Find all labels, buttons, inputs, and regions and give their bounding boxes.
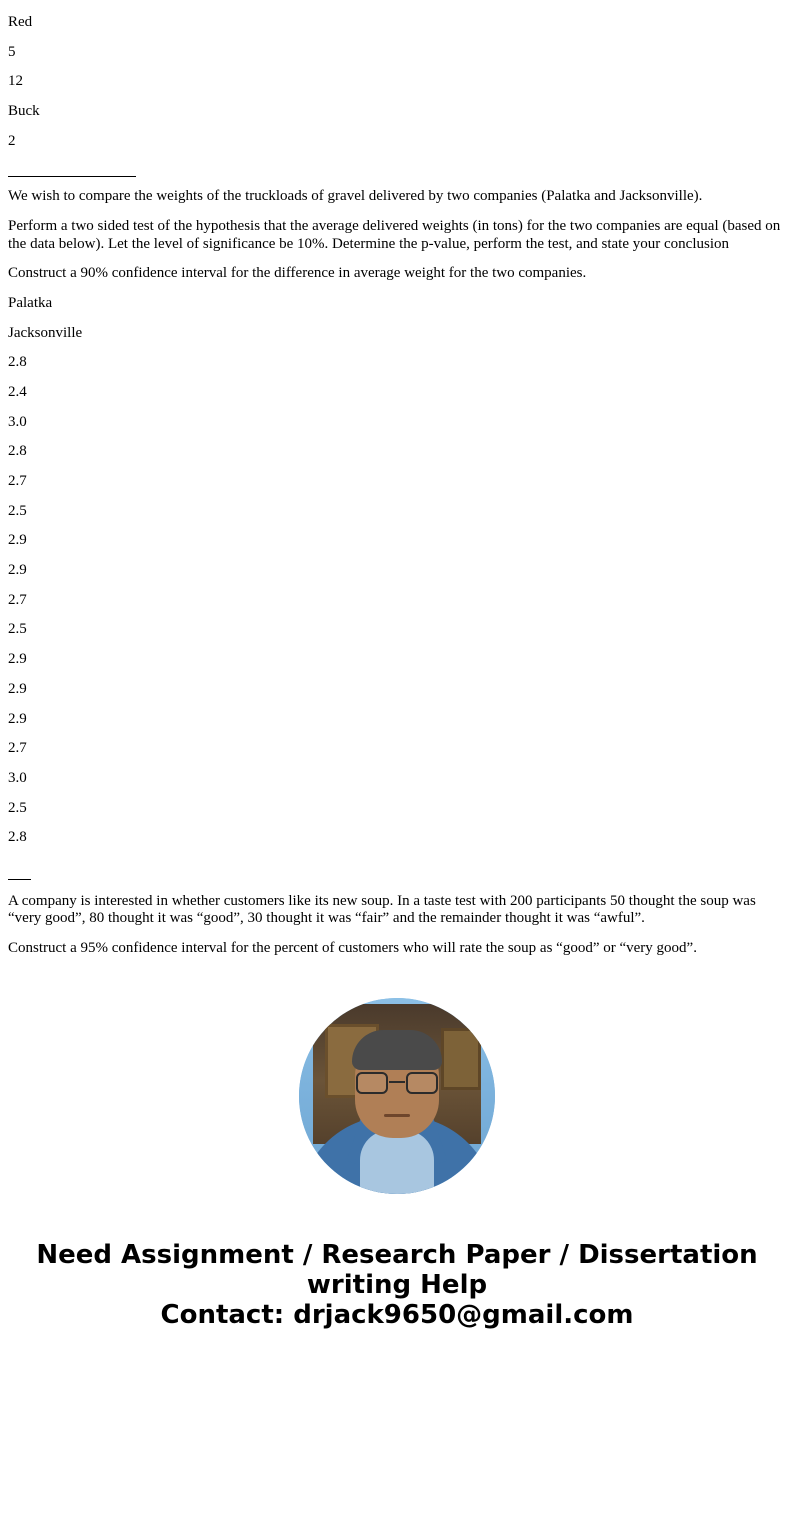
list-item: 2.9 <box>8 532 27 549</box>
list-item: 2.9 <box>8 710 27 727</box>
avatar-container <box>8 964 786 1200</box>
problem1-intro: We wish to compare the weights of the truckloads of gravel delivered by two companies (Palatka and Jacksonville). <box>8 188 703 205</box>
list-item: 2.7 <box>8 591 27 608</box>
avatar <box>299 998 495 1194</box>
avatar-shirt <box>360 1130 434 1194</box>
glasses-icon <box>356 1072 438 1094</box>
avatar-hair <box>352 1030 442 1070</box>
list-item: 2.5 <box>8 799 27 816</box>
list-item: 2.8 <box>8 829 27 846</box>
avatar-picture-frame-secondary <box>441 1028 481 1090</box>
list-item: 5 <box>8 43 16 60</box>
list-item: 2.8 <box>8 443 27 460</box>
list-item: 2.9 <box>8 562 27 579</box>
top-answer-list <box>8 8 786 156</box>
avatar-mouth <box>384 1114 410 1117</box>
list-item: 3.0 <box>8 769 27 786</box>
list-item: 3.0 <box>8 413 27 430</box>
list-item: 2.7 <box>8 473 27 489</box>
list-item: 2.5 <box>8 621 27 638</box>
problem2-ci-instruction: Construct a 95% confidence interval for the percent of customers who will rate the soup as “good” or “very good”. <box>8 940 697 956</box>
section-divider-short <box>8 853 786 887</box>
gravel-weight-values <box>8 348 786 853</box>
list-item: Buck <box>8 103 40 120</box>
problem1-instruction: Perform a two sided test of the hypothesis that the average delivered weights (in tons) for the two companies are equal (based on the data below). Let the level of significance be 10%. Determine the p-value, perform the test, and state your conclusion <box>8 217 781 252</box>
problem2-intro: A company is interested in whether customers like its new soup. In a taste test with 200 participants 50 thought the soup was “very good”, 80 thought it was “good”, 30 thought it was “fair” and the remainder thought it was “awful”. <box>8 892 756 927</box>
list-item: Red <box>8 14 33 30</box>
list-item: 2.9 <box>8 680 27 697</box>
list-item: 2.5 <box>8 502 27 519</box>
list-item: 2.8 <box>8 354 27 371</box>
promo-line-2: Contact: drjack9650@gmail.com <box>160 1300 634 1330</box>
problem1-ci-instruction: Construct a 90% confidence interval for the difference in average weight for the two companies. <box>8 265 587 282</box>
list-item: 2.4 <box>8 383 27 400</box>
promo-line-1: Need Assignment / Research Paper / Dissertation writing Help <box>36 1239 758 1300</box>
list-item: 2.9 <box>8 651 27 668</box>
section-divider-long <box>8 156 786 182</box>
list-item: 2 <box>8 132 16 149</box>
promo-banner <box>8 1200 786 1330</box>
group-label-palatka: Palatka <box>8 294 53 311</box>
group-label-jacksonville: Jacksonville <box>8 324 83 341</box>
list-item: 2.7 <box>8 740 27 757</box>
list-item: 12 <box>8 73 23 90</box>
